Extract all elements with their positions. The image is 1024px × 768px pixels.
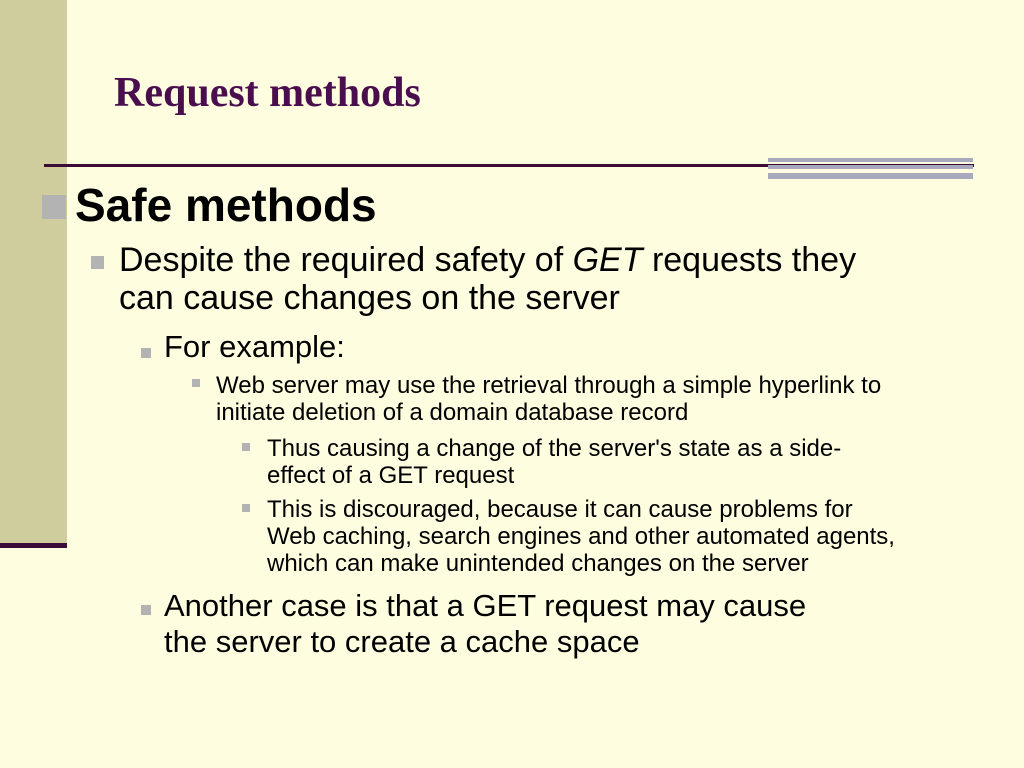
bullet-for-example: For example: bbox=[164, 329, 345, 364]
square-bullet-icon bbox=[42, 195, 66, 219]
bullet-text: Web caching, search engines and other automated agents, bbox=[267, 523, 895, 550]
square-bullet-icon bbox=[242, 504, 250, 512]
square-bullet-icon bbox=[141, 348, 151, 358]
bullet-web-server-example bbox=[216, 372, 881, 426]
accent-bar-bottom bbox=[768, 173, 973, 179]
square-bullet-icon bbox=[141, 605, 151, 615]
bullet-cache-space bbox=[164, 588, 806, 660]
left-decorative-band bbox=[0, 0, 67, 543]
bullet-side-effect bbox=[267, 435, 841, 489]
bullet-text: Another case is that a GET request may cause bbox=[164, 588, 807, 623]
bullet-text: initiate deletion of a domain database record bbox=[216, 399, 689, 426]
bullet-text: This is discouraged, because it can cause problems for bbox=[267, 496, 853, 523]
bullet-text: which can make unintended changes on the server bbox=[267, 550, 809, 577]
bullet-discouraged bbox=[267, 496, 895, 577]
accent-bar-top bbox=[768, 158, 973, 162]
bullet-text: requests they bbox=[642, 241, 857, 279]
bullet-text: the server to create a cache space bbox=[164, 624, 640, 659]
get-emphasis: GET bbox=[572, 241, 643, 279]
bullet-text: effect of a GET request bbox=[267, 462, 515, 489]
bullet-text: Thus causing a change of the server's state as a side- bbox=[267, 435, 842, 462]
bullet-text: Web server may use the retrieval through a simple hyperlink to bbox=[216, 372, 882, 399]
square-bullet-icon bbox=[192, 379, 200, 387]
heading-safe-methods: Safe methods bbox=[75, 179, 377, 231]
square-bullet-icon bbox=[242, 443, 250, 451]
bullet-get-safety bbox=[119, 241, 856, 317]
slide-title: Request methods bbox=[114, 70, 421, 116]
square-bullet-icon bbox=[91, 256, 104, 269]
bullet-text: Despite the required safety of bbox=[119, 241, 573, 279]
accent-bar-middle bbox=[768, 165, 973, 169]
bullet-text: can cause changes on the server bbox=[119, 279, 620, 317]
left-band-rule bbox=[0, 543, 67, 548]
